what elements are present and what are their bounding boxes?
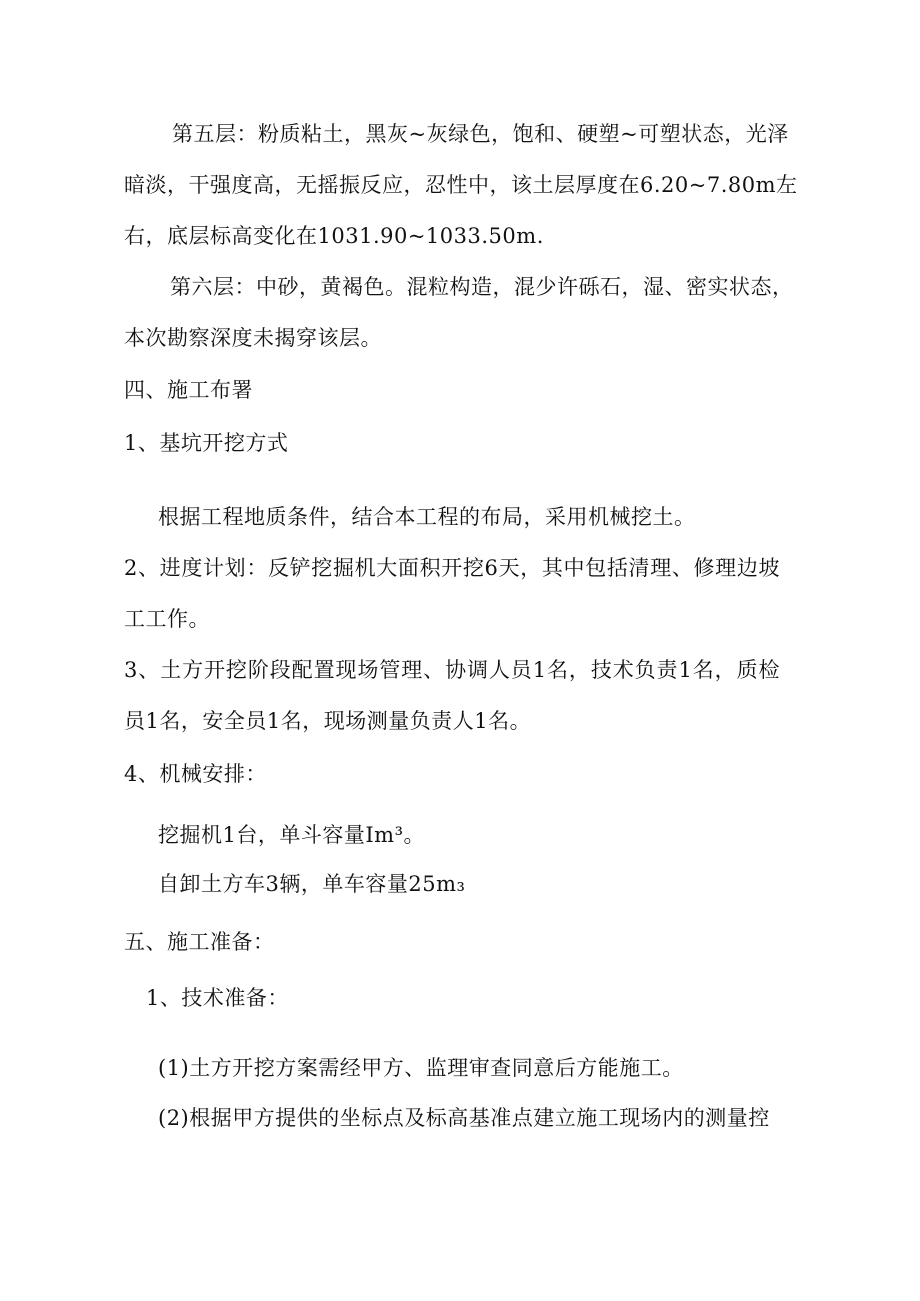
paragraph-layer6-line1: 第六层：中砂，黄褐色。混粒构造，混少许砾石，湿、密实状态，: [170, 275, 794, 299]
subheading-machinery: 4、机械安排：: [124, 762, 267, 786]
paragraph-staffing-line2: 员1名，安全员1名，现场测量负责人1名。: [124, 709, 532, 733]
paragraph-layer6-line2: 本次勘察深度未揭穿该层。: [124, 326, 382, 350]
subheading-technical-prep: 1、技术准备：: [146, 986, 289, 1010]
subheading-excavation-method: 1、基坑开挖方式: [124, 431, 289, 455]
paragraph-excavator: 挖掘机1台，单斗容量Im³。: [158, 823, 425, 847]
paragraph-schedule-line1: 2、进度计划：反铲挖掘机大面积开挖6天，其中包括清理、修理边坡: [124, 556, 780, 580]
paragraph-dump-truck: 自卸土方车3辆，单车容量25m₃: [158, 872, 466, 896]
paragraph-prep-item1: (1)土方开挖方案需经甲方、监理审查同意后方能施工。: [158, 1056, 684, 1080]
paragraph-prep-item2: (2)根据甲方提供的坐标点及标高基准点建立施工现场内的测量控: [158, 1106, 770, 1130]
paragraph-excavation-method: 根据工程地质条件，结合本工程的布局，采用机械挖土。: [158, 505, 696, 529]
paragraph-schedule-line2: 工工作。: [124, 607, 210, 631]
section-heading-5: 五、施工准备：: [124, 930, 275, 954]
paragraph-layer5-line1: 第五层：粉质粘土，黑灰~灰绿色，饱和、硬塑~可塑状态，光泽: [172, 122, 789, 146]
paragraph-staffing-line1: 3、土方开挖阶段配置现场管理、协调人员1名，技术负责1名，质检: [124, 658, 780, 682]
paragraph-layer5-line2: 暗淡，干强度高，无摇振反应，忍性中，该土层厚度在6.20~7.80m左: [124, 173, 798, 197]
paragraph-layer5-line3: 右，底层标高变化在1031.90~1033.50m.: [124, 224, 544, 248]
section-heading-4: 四、施工布署: [124, 378, 253, 402]
